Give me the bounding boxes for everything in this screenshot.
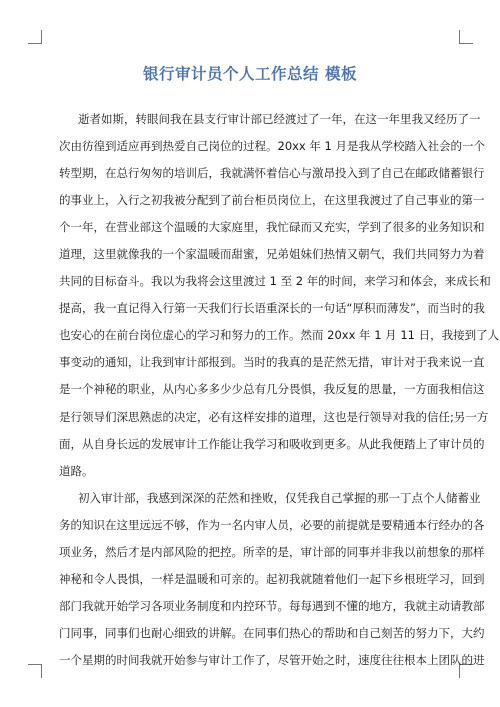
paragraph-line: 神秘和令人畏惧，一样是温暖和可亲的。起初我就随着他们一起下乡根班学习，回到: [59, 571, 485, 586]
paragraph-line: 事变动的通知，让我到审计部报到。当时的我真的是茫然无措，审计对于我来说一直: [59, 355, 485, 370]
crop-mark-top-right: [459, 30, 473, 44]
paragraph-line: 门同事，同事们也耐心细致的讲解。在同事们热心的帮助和自己刻苦的努力下，大约: [59, 625, 485, 640]
crop-mark-bottom-left: [28, 664, 42, 678]
paragraph-line: 一个星期的时间我就开始参与审计工作了，尽管开始之时，速度往往根本上团队的进: [59, 652, 485, 667]
document-title: 银行审计员个人工作总结 模板: [143, 65, 357, 83]
paragraph-2: [59, 485, 485, 674]
document-body: [59, 106, 500, 674]
paragraph-line: 道理，这里就像我的一个家温暖而甜蜜，兄弟姐妹们热情又朝气，我们共同努力为着: [59, 247, 485, 262]
paragraph-line: 逝者如斯，转眼间我在县支行审计部已经渡过了一年，在这一年里我又经历了一: [78, 112, 481, 126]
paragraph-line: 是行领导们深思熟虑的决定，必有这样安排的道理，这也是行领导对我的信任;另一方: [59, 409, 489, 424]
paragraph-line: 转型期，在总行匆匆的培训后，我就满怀着信心与激昂投入到了自己在邮政储蓄银行: [59, 166, 485, 181]
paragraph-line: 共同的目标奋斗。我以为我将会这里渡过 1 至 2 年的时间，来学习和体会，来成长和: [59, 274, 491, 289]
paragraph-line: 提高，我一直记得入行第一天我们行长语重深长的一句话“厚积而薄发”，而当时的我: [59, 301, 485, 316]
paragraph-line: 个一年，在营业部这个温暖的大家庭里，我忙碌而又充实，学到了很多的业务知识和: [59, 220, 485, 235]
paragraph-line: 道路。: [59, 463, 94, 478]
paragraph-line: 务的知识在这里远远不够，作为一名内审人员，必要的前提就是要精通本行经办的各: [59, 517, 485, 532]
paragraph-1: [59, 106, 500, 485]
paragraph-line: 面，从自身长远的发展审计工作能让我学习和吸收到更多。从此我便踏上了审计员的: [59, 436, 485, 451]
crop-mark-top-left: [28, 30, 42, 44]
paragraph-line: 部门我就开始学习各项业务制度和内控环节。每每遇到不懂的地方，我就主动请教部: [59, 598, 485, 613]
paragraph-line: 初入审计部，我感到深深的茫然和挫败，仅凭我自己掌握的那一丁点个人储蓄业: [78, 490, 481, 505]
paragraph-line: 的事业上，入行之初我被分配到了前台柜员岗位上，在这里我渡过了自己事业的第一: [59, 193, 485, 208]
paragraph-line: 是一个神秘的职业，从内心多多少少总有几分畏惧，我反复的思量，一方面我相信这: [59, 382, 485, 397]
paragraph-line: 也安心的在前台岗位虚心的学习和努力的工作。然而 20xx 年 1 月 11 日，我接到了人: [59, 328, 500, 343]
paragraph-line: 项业务，然后才是内部风险的把控。所幸的是，审计部的同事并非我以前想象的那样: [59, 544, 485, 559]
paragraph-line: 次由彷徨到适应再到热爱自己岗位的过程。20xx 年 1 月是我从学校踏入社会的一个: [59, 139, 486, 154]
